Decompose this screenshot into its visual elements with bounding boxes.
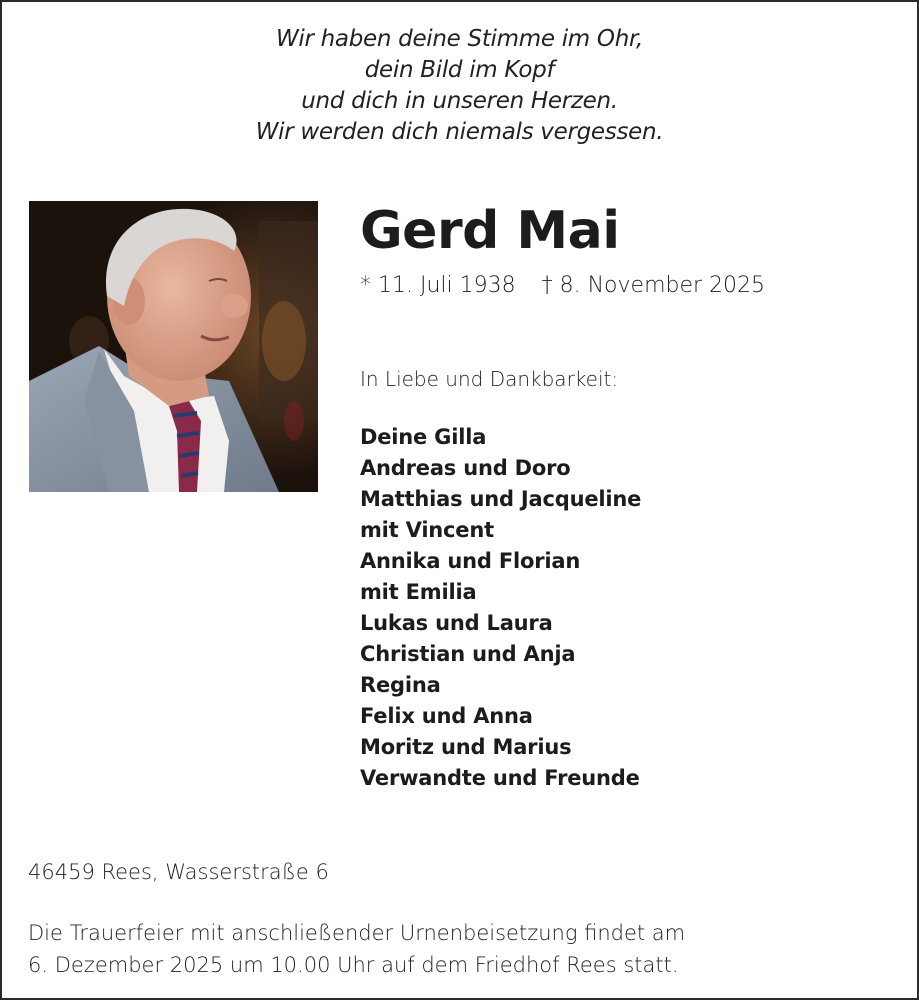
ceremony-line: 6. Dezember 2025 um 10.00 Uhr auf dem Friedhof Rees statt. xyxy=(28,953,679,977)
verse-line: Wir werden dich niemals vergessen. xyxy=(255,119,664,145)
mourner-name: Matthias und Jacqueline xyxy=(360,487,642,511)
verse-line: dein Bild im Kopf xyxy=(364,57,555,83)
life-dates xyxy=(360,270,765,302)
mourner-name: Annika und Florian xyxy=(360,549,581,573)
mourner-name: Deine Gilla xyxy=(360,425,487,449)
family-address: 46459 Rees, Wasserstraße 6 xyxy=(28,860,329,884)
portrait-image xyxy=(29,201,318,492)
mourner-name: Lukas und Laura xyxy=(360,611,553,635)
mourner-name: Andreas und Doro xyxy=(360,456,571,480)
memorial-verse xyxy=(2,24,917,148)
verse-line: Wir haben deine Stimme im Ohr, xyxy=(275,26,644,52)
birth-date: * 11. Juli 1938 xyxy=(360,273,516,298)
mourners-intro: In Liebe und Dankbarkeit: xyxy=(360,367,619,391)
ceremony-line: Die Trauerfeier mit anschließender Urnenbeisetzung findet am xyxy=(28,921,686,945)
mourners-list xyxy=(360,422,641,794)
mourner-name: mit Vincent xyxy=(360,518,494,542)
ceremony-info xyxy=(28,917,685,981)
verse-line: und dich in unseren Herzen. xyxy=(301,88,618,114)
death-date: † 8. November 2025 xyxy=(541,273,766,298)
mourner-name: Christian und Anja xyxy=(360,642,576,666)
mourner-name: mit Emilia xyxy=(360,580,477,604)
mourner-name: Moritz und Marius xyxy=(360,735,572,759)
mourner-name: Regina xyxy=(360,673,441,697)
mourner-name: Felix und Anna xyxy=(360,704,533,728)
mourner-name: Verwandte und Freunde xyxy=(360,766,640,790)
deceased-name: Gerd Mai xyxy=(360,201,620,261)
portrait-photo xyxy=(29,201,318,492)
